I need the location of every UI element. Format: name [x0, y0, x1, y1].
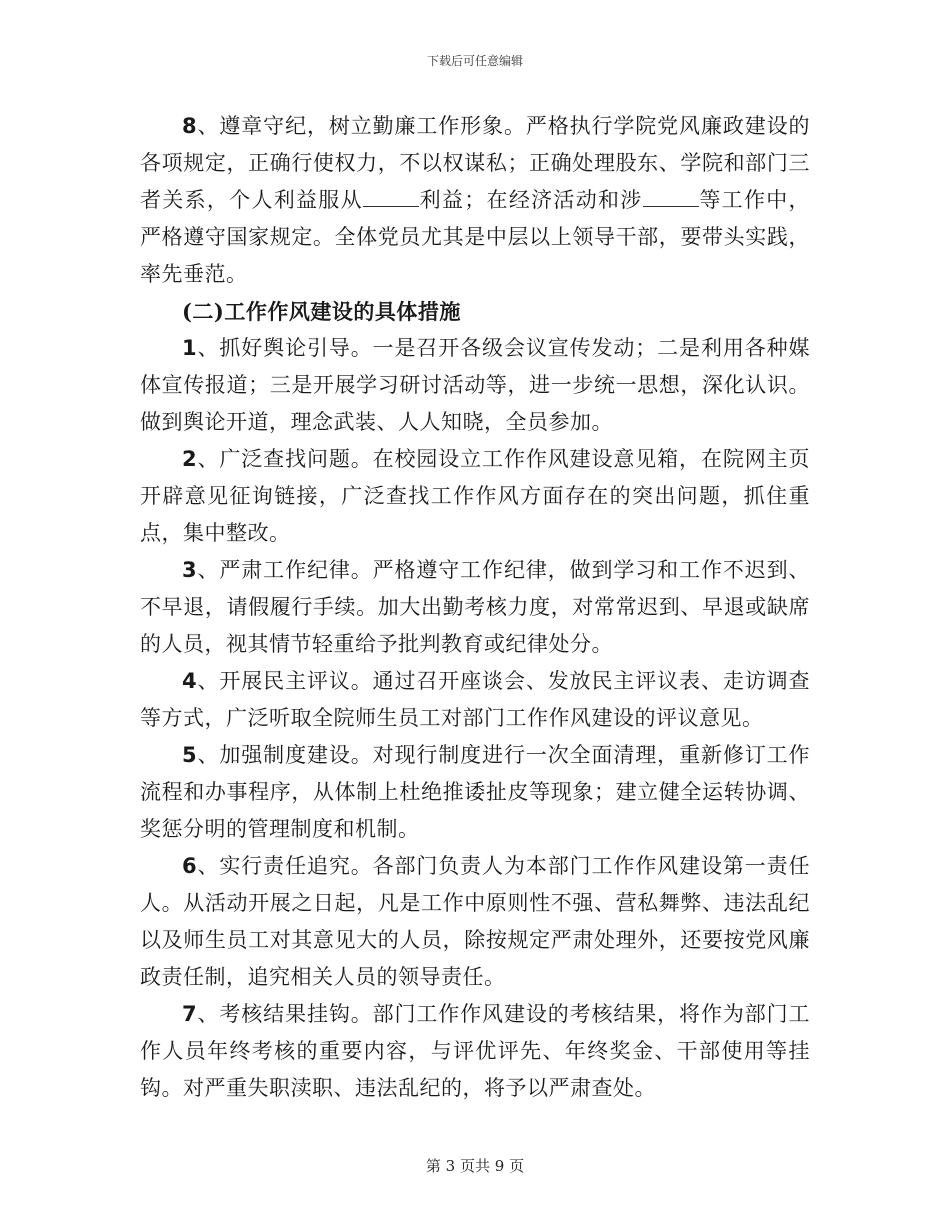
- list-item: [140, 737, 810, 848]
- fill-blank: [643, 188, 699, 207]
- list-item: [140, 663, 810, 737]
- item-number: 3: [182, 558, 198, 582]
- item-text: 、抓好舆论引导。一是召开各级会议宣传发动；二是利用各种媒体宣传报道；三是开展学习研讨活动等，进一步统一思想，深化认识。做到舆论开道，理念武装、人人知晓，全员参加。: [140, 336, 810, 434]
- item-number: 5: [182, 743, 198, 767]
- item-text: 、考核结果挂钩。部门工作作风建设的考核结果，将作为部门工作人员年终考核的重要内容，与评优评先、年终奖金、干部使用等挂钩。对严重失职渎职、违法乱纪的，将予以严肃查处。: [140, 1002, 810, 1100]
- item-text: 、实行责任追究。各部门负责人为本部门工作作风建设第一责任人。从活动开展之日起，凡是工作中原则性不强、营私舞弊、违法乱纪以及师生员工对其意见大的人员，除按规定严肃处理外，还要按党风廉政责任制，追究相关人员的领导责任。: [140, 854, 810, 989]
- item-text: 、广泛查找问题。在校园设立工作作风建设意见箱，在院网主页开辟意见征询链接，广泛查找工作作风方面存在的突出问题，抓住重点，集中整改。: [140, 447, 810, 545]
- paragraph-text: 利益；在经济活动和涉: [418, 188, 643, 212]
- paragraph-text: 、遵章守纪，树立勤廉工作形象。严格执行学院党风廉政建设的各项规定，正确行使权力，不以权谋私；正确处理股东、学院和部门三者关系，个人利益服从: [140, 114, 810, 212]
- page-footer: 第 3 页共 9 页: [425, 1157, 525, 1175]
- list-item: [140, 848, 810, 996]
- item-number: 7: [182, 1002, 198, 1026]
- fill-blank: [363, 188, 419, 207]
- item-number: 1: [182, 336, 198, 360]
- section-heading: (二)工作作风建设的具体措施: [182, 299, 461, 324]
- document-body: [140, 108, 810, 1107]
- paragraph-text: 等工作中，严格遵守国家规定。全体党员尤其是中层以上领导干部，要带头实践，率先垂范。: [140, 188, 811, 286]
- page-header: 下载后可任意编辑: [426, 54, 523, 68]
- list-item: [140, 552, 810, 663]
- list-item: [140, 330, 810, 441]
- item-text: 、开展民主评议。通过召开座谈会、发放民主评议表、走访调查等方式，广泛听取全院师生员工对部门工作作风建设的评议意见。: [140, 669, 810, 730]
- item-number: 8: [182, 114, 198, 138]
- item-number: 2: [182, 447, 198, 471]
- list-item: [140, 996, 810, 1107]
- list-item: [140, 441, 810, 552]
- paragraph-8: [140, 108, 810, 293]
- item-text: 、严肃工作纪律。严格遵守工作纪律，做到学习和工作不迟到、不早退，请假履行手续。加大出勤考核力度，对常常迟到、早退或缺席的人员，视其情节轻重给予批判教育或纪律处分。: [140, 558, 810, 656]
- item-number: 4: [182, 669, 198, 693]
- item-number: 6: [182, 854, 198, 878]
- item-text: 、加强制度建设。对现行制度进行一次全面清理，重新修订工作流程和办事程序，从体制上杜绝推诿扯皮等现象；建立健全运转协调、奖惩分明的管理制度和机制。: [140, 743, 810, 841]
